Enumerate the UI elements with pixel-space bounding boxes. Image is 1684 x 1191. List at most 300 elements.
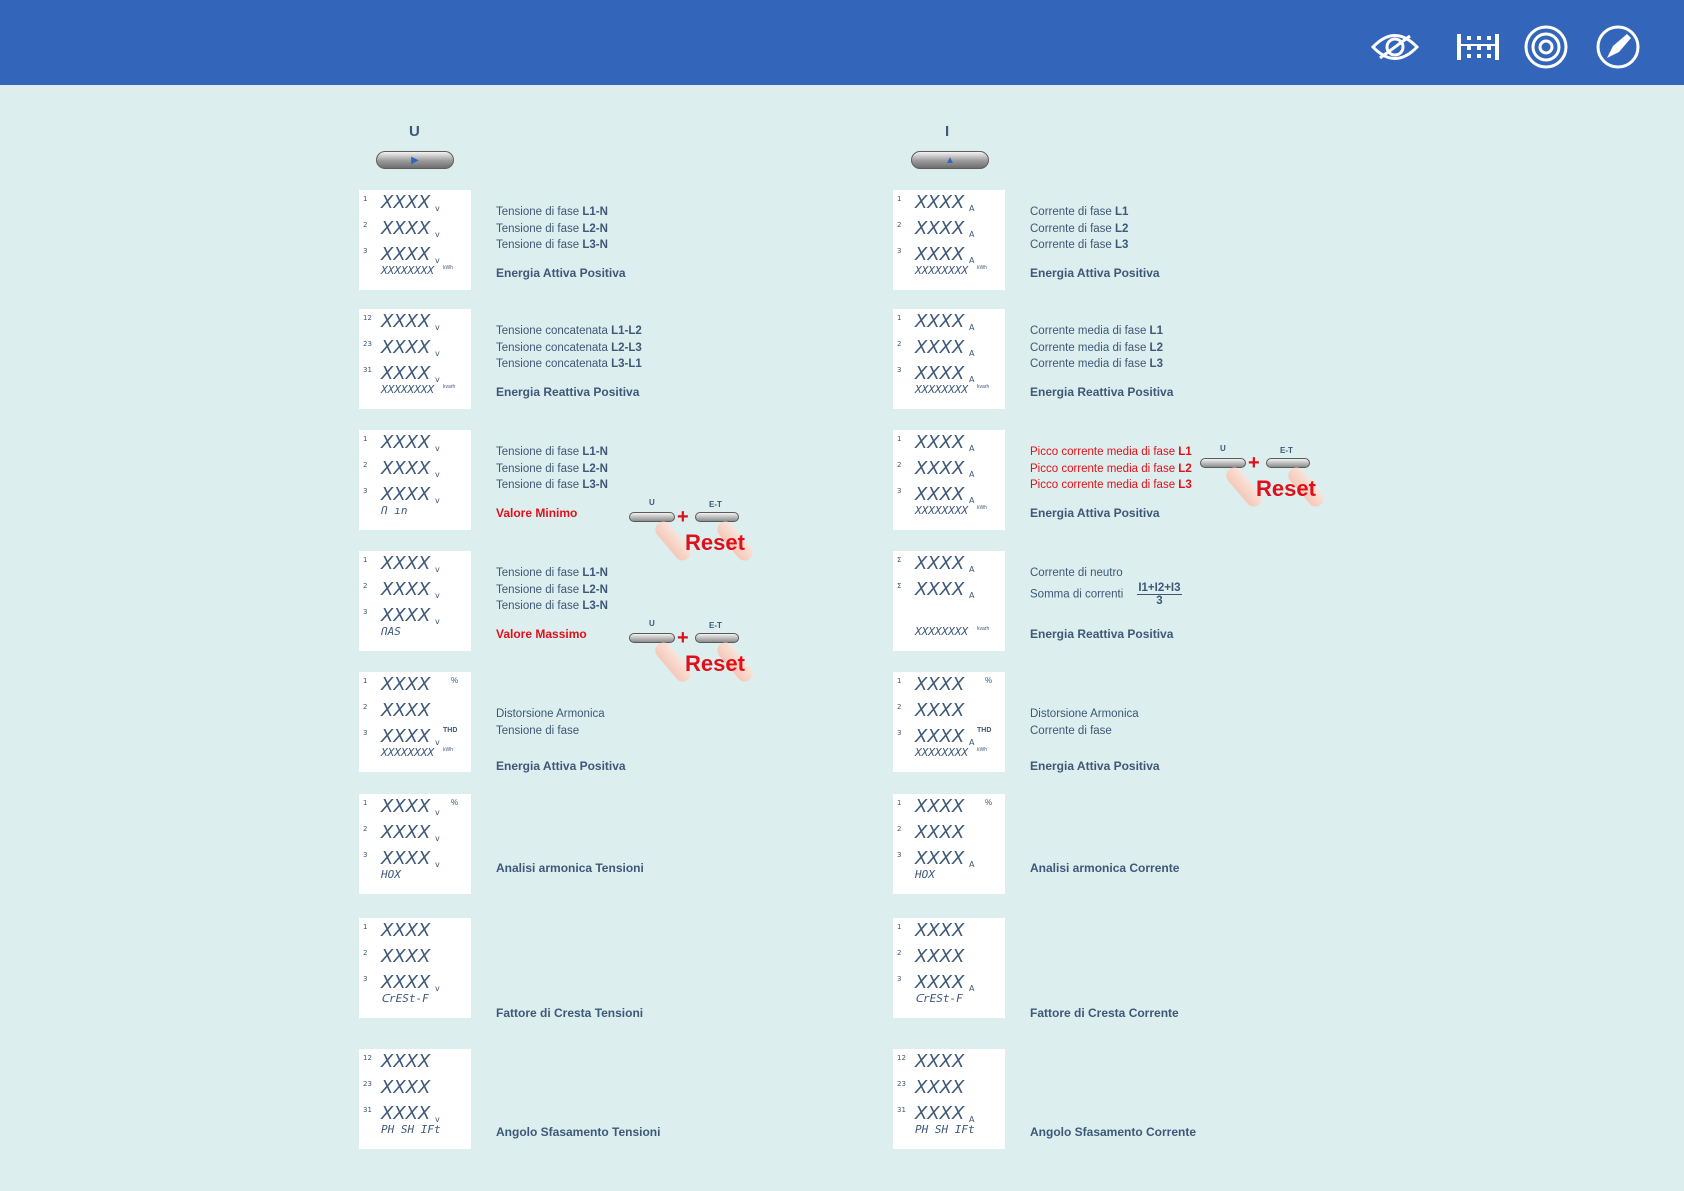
lcd-bottom-value: XXXXXXXX: [915, 504, 968, 517]
lcd-value: XXXX: [381, 1077, 431, 1098]
row-title: Fattore di Cresta Corrente: [1030, 1006, 1179, 1020]
lcd-unit: v: [435, 323, 440, 332]
description-bold: L1: [1149, 325, 1163, 337]
lcd-display: [893, 309, 1005, 409]
lcd-line-number: 3: [897, 729, 902, 737]
current-sum-fraction: [1137, 582, 1181, 607]
reset-key-u[interactable]: [629, 633, 675, 643]
lcd-unit: v: [435, 256, 440, 265]
lcd-value: XXXX: [915, 1051, 965, 1072]
lcd-unit: v: [435, 444, 440, 453]
lcd-line-number: Σ: [897, 582, 902, 590]
lcd-unit: A: [969, 738, 975, 747]
lcd-display: [359, 551, 471, 651]
description-bold: L2: [1115, 222, 1129, 235]
reset-key-u[interactable]: [629, 512, 675, 522]
lcd-unit: v: [435, 860, 440, 869]
description-bold: L1: [1178, 446, 1192, 458]
lcd-line-number: 3: [363, 247, 368, 255]
lcd-unit: v: [435, 349, 440, 358]
lcd-value: XXXX: [915, 700, 965, 721]
lcd-value: XXXX: [915, 674, 965, 695]
lcd-bottom-unit: kvarh: [977, 384, 990, 390]
lcd-line-number: 2: [897, 461, 902, 469]
lcd-unit: v: [435, 496, 440, 505]
reset-key-et-label: E-T: [709, 500, 722, 509]
voltage-key-label: U: [409, 123, 420, 140]
reset-key-u-label: U: [649, 498, 655, 507]
lcd-unit: A: [969, 204, 975, 213]
lcd-value: XXXX: [381, 822, 431, 843]
lcd-line-number: 31: [363, 1106, 372, 1114]
description-bold: L3-N: [582, 600, 608, 612]
description-line: [1030, 323, 1163, 340]
lcd-value: XXXX: [381, 848, 431, 869]
lcd-value: XXXX: [381, 1103, 431, 1124]
lcd-value: XXXX: [381, 192, 431, 213]
lcd-bottom-unit: kWh: [443, 265, 453, 271]
lcd-line-number: 12: [363, 1054, 372, 1062]
lcd-line-number: 1: [363, 677, 368, 685]
description-bold: L3: [1149, 358, 1163, 370]
lcd-unit: v: [435, 470, 440, 479]
lcd-bottom-value: XXXXXXXX: [381, 746, 434, 759]
lcd-line-number: 2: [897, 703, 902, 711]
reset-key-et-label: E-T: [1280, 446, 1293, 455]
description-text: Tensione di fase: [496, 222, 583, 235]
lcd-line-number: 3: [897, 975, 902, 983]
description-line: [496, 323, 642, 340]
lcd-bottom-value: XXXXXXXX: [381, 264, 434, 277]
lcd-unit: A: [969, 230, 975, 239]
description-line: [1030, 477, 1192, 494]
row-title: Energia Attiva Positiva: [496, 759, 626, 773]
description-text: Corrente media di fase: [1030, 358, 1150, 370]
description-bold: L3-N: [582, 239, 608, 251]
lcd-value: XXXX: [915, 972, 965, 993]
description-bold: L2-N: [582, 583, 608, 596]
lcd-unit: A: [969, 256, 975, 265]
lcd-unit: A: [969, 1115, 975, 1124]
description-line: [496, 221, 608, 238]
reset-key-et[interactable]: [1266, 458, 1310, 468]
row-title: Energia Attiva Positiva: [1030, 266, 1160, 280]
lcd-value: XXXX: [381, 458, 431, 479]
reset-label: Reset: [685, 651, 745, 676]
lcd-unit: v: [435, 230, 440, 239]
lcd-line-number: 1: [363, 556, 368, 564]
description-line: [1030, 356, 1163, 373]
description-text: Corrente media di fase: [1030, 341, 1150, 354]
lcd-bottom-value: XXXXXXXX: [915, 625, 968, 638]
row-title: Analisi armonica Corrente: [1030, 861, 1180, 875]
voltage-key-button[interactable]: [376, 151, 454, 169]
description-line: [1030, 582, 1182, 607]
lcd-unit: A: [969, 323, 975, 332]
lcd-bottom-unit: kvarh: [977, 626, 990, 632]
row-title: Valore Minimo: [496, 506, 578, 520]
lcd-bottom-value: XXXXXXXX: [381, 383, 434, 396]
lcd-unit: A: [969, 984, 975, 993]
lcd-display: [893, 672, 1005, 772]
lcd-unit: A: [969, 349, 975, 358]
lcd-line-number: 1: [897, 799, 902, 807]
description-text: Tensione concatenata: [496, 325, 612, 337]
lcd-unit: v: [435, 591, 440, 600]
lcd-bottom-value: HΟX: [915, 868, 935, 881]
description-text: Tensione di fase: [496, 583, 583, 596]
reset-key-u[interactable]: [1200, 458, 1246, 468]
description-line: [1030, 706, 1139, 723]
lcd-display: [359, 430, 471, 530]
lcd-value: XXXX: [915, 192, 965, 213]
description-bold: L1-L2: [611, 325, 642, 337]
lcd-unit: v: [435, 808, 440, 817]
lcd-value: XXXX: [915, 1103, 965, 1124]
lcd-value: XXXX: [381, 553, 431, 574]
lcd-value: XXXX: [381, 311, 431, 332]
pen-icon[interactable]: [1593, 22, 1643, 72]
description-lines: [1030, 565, 1182, 607]
lcd-value: XXXX: [915, 484, 965, 505]
measure-row: [893, 1049, 1593, 1149]
description-text: Tensione di fase: [496, 462, 583, 475]
lcd-line-number: 2: [897, 949, 902, 957]
lcd-value: XXXX: [915, 432, 965, 453]
lcd-line-number: 1: [897, 923, 902, 931]
description-bold: L1-N: [582, 567, 608, 579]
lcd-line-number: 2: [897, 221, 902, 229]
lcd-line-number: 1: [363, 195, 368, 203]
description-lines: [496, 565, 608, 615]
lcd-bottom-value: Ո ın: [381, 504, 408, 517]
description-text: Corrente di fase: [1030, 206, 1116, 218]
lcd-bottom-unit: kvarh: [443, 384, 456, 390]
lcd-value: XXXX: [915, 848, 965, 869]
description-text: Distorsione Armonica: [1030, 708, 1139, 720]
lcd-display: [359, 672, 471, 772]
lcd-bottom-unit: kWh: [443, 747, 453, 753]
description-bold: L3: [1115, 239, 1129, 251]
up-arrow-icon: ▲: [945, 154, 955, 166]
description-line: [1030, 237, 1128, 254]
lcd-line-number: 1: [363, 923, 368, 931]
lcd-value: XXXX: [915, 337, 965, 358]
description-text: Tensione di fase: [496, 479, 583, 491]
lcd-bottom-value: XXXXXXXX: [915, 383, 968, 396]
description-lines: [1030, 706, 1139, 739]
lcd-unit: v: [435, 984, 440, 993]
lcd-line-number: 12: [897, 1054, 906, 1062]
description-bold: L2-L3: [611, 341, 642, 354]
lcd-line-number: 2: [897, 340, 902, 348]
row-title: Valore Massimo: [496, 627, 587, 641]
description-line: [496, 340, 642, 357]
measure-row: [893, 672, 1593, 772]
description-line: [1030, 444, 1192, 461]
description-lines: [1030, 323, 1163, 373]
lcd-value: XXXX: [915, 920, 965, 941]
lcd-value: XXXX: [381, 674, 431, 695]
lcd-bottom-value: PH SH IFt: [915, 1123, 975, 1136]
description-line: [1030, 565, 1182, 582]
lcd-value: XXXX: [381, 605, 431, 626]
description-lines: [1030, 444, 1192, 494]
lcd-value: XXXX: [381, 244, 431, 265]
lcd-line-number: 1: [363, 799, 368, 807]
lcd-percent: %: [985, 798, 993, 807]
lcd-value: XXXX: [381, 579, 431, 600]
description-text: Tensione di fase: [496, 724, 580, 737]
lcd-value: XXXX: [381, 726, 431, 747]
current-key-label: I: [945, 123, 950, 140]
plus-icon: +: [677, 506, 689, 528]
lcd-percent: %: [985, 676, 993, 685]
lcd-line-number: 1: [897, 435, 902, 443]
lcd-line-number: 12: [363, 314, 372, 322]
lcd-value: XXXX: [381, 920, 431, 941]
description-lines: [1030, 204, 1128, 254]
description-bold: L3-L1: [611, 358, 642, 370]
lcd-percent: %: [451, 798, 459, 807]
lcd-value: XXXX: [915, 244, 965, 265]
measure-row: [893, 918, 1593, 1018]
play-icon: ▶: [411, 154, 419, 166]
lcd-bottom-unit: kWh: [977, 505, 987, 511]
description-text: Tensione concatenata: [496, 341, 612, 354]
description-bold: L1-N: [582, 446, 608, 458]
lcd-value: XXXX: [381, 972, 431, 993]
lcd-value: XXXX: [381, 1051, 431, 1072]
description-line: [496, 204, 608, 221]
description-line: [496, 565, 608, 582]
lcd-line-number: 1: [897, 314, 902, 322]
description-text: Tensione di fase: [496, 239, 583, 251]
lcd-unit: v: [435, 375, 440, 384]
row-title: Energia Attiva Positiva: [496, 266, 626, 280]
description-text: Tensione di fase: [496, 567, 583, 579]
description-text: Corrente di fase: [1030, 222, 1116, 235]
lcd-value: XXXX: [381, 484, 431, 505]
lcd-value: XXXX: [915, 458, 965, 479]
lcd-line-number: 2: [897, 825, 902, 833]
row-title: Energia Attiva Positiva: [1030, 506, 1160, 520]
description-text: Tensione di fase: [496, 206, 583, 218]
description-line: [496, 477, 608, 494]
lcd-bottom-value: HΟX: [381, 868, 401, 881]
lcd-unit: v: [435, 834, 440, 843]
description-line: [496, 444, 608, 461]
description-bold: L2-N: [582, 222, 608, 235]
description-text: Distorsione Armonica: [496, 708, 605, 720]
lcd-unit: A: [969, 375, 975, 384]
fraction-numerator: I1+I2+I3: [1138, 581, 1181, 594]
lcd-bottom-value: ՈΑS: [381, 625, 401, 638]
plus-icon: +: [1248, 452, 1260, 474]
description-text: Picco corrente media di fase: [1030, 462, 1179, 475]
description-text: Tensione di fase: [496, 600, 583, 612]
lcd-line-number: 1: [897, 195, 902, 203]
lcd-line-number: 3: [897, 851, 902, 859]
description-text: Tensione di fase: [496, 446, 583, 458]
lcd-display: [359, 918, 471, 1018]
lcd-bottom-value: ᑕrESt-F: [381, 992, 429, 1005]
lcd-value: XXXX: [381, 432, 431, 453]
row-title: Angolo Sfasamento Corrente: [1030, 1125, 1197, 1139]
lcd-line-number: 3: [363, 851, 368, 859]
lcd-unit: A: [969, 860, 975, 869]
lcd-unit: v: [435, 1115, 440, 1124]
lcd-line-number: 2: [363, 825, 368, 833]
description-bold: L1-N: [582, 206, 608, 218]
lcd-value: XXXX: [915, 822, 965, 843]
lcd-line-number: 31: [363, 366, 372, 374]
lcd-line-number: 2: [363, 461, 368, 469]
lcd-value: XXXX: [915, 363, 965, 384]
description-text: Corrente di fase: [1030, 239, 1116, 251]
lcd-unit: A: [969, 496, 975, 505]
lcd-line-number: 2: [363, 703, 368, 711]
lcd-unit: A: [969, 444, 975, 453]
description-lines: [496, 204, 608, 254]
measure-row: [893, 309, 1593, 409]
lcd-bottom-unit: kWh: [977, 747, 987, 753]
description-line: [496, 723, 605, 740]
lcd-line-number: 3: [897, 487, 902, 495]
lcd-value: XXXX: [915, 311, 965, 332]
lcd-value: XXXX: [915, 218, 965, 239]
reset-key-et[interactable]: [695, 633, 739, 643]
lcd-percent: %: [451, 676, 459, 685]
lcd-display: [893, 794, 1005, 894]
lcd-unit: A: [969, 470, 975, 479]
description-lines: [496, 706, 605, 739]
lcd-display: [893, 430, 1005, 530]
lcd-bottom-unit: kWh: [977, 265, 987, 271]
description-line: [1030, 461, 1192, 478]
lcd-bottom-value: PH SH IFt: [381, 1123, 441, 1136]
lcd-display: [893, 551, 1005, 651]
lcd-thd: THD: [977, 727, 992, 734]
description-line: [1030, 723, 1139, 740]
description-line: [496, 598, 608, 615]
lcd-display: [893, 1049, 1005, 1149]
lcd-line-number: 2: [363, 221, 368, 229]
lcd-value: XXXX: [381, 700, 431, 721]
row-title: Energia Reattiva Positiva: [1030, 627, 1174, 641]
description-bold: L1: [1115, 206, 1129, 218]
description-text: Somma di correnti: [1030, 588, 1124, 601]
reset-key-et-label: E-T: [709, 621, 722, 630]
reset-key-et[interactable]: [695, 512, 739, 522]
lcd-value: XXXX: [915, 946, 965, 967]
description-line: [496, 356, 642, 373]
lcd-line-number: 23: [897, 1080, 906, 1088]
lcd-thd: THD: [443, 727, 458, 734]
measure-row: [893, 190, 1593, 290]
row-title: Angolo Sfasamento Tensioni: [496, 1125, 661, 1139]
lcd-unit: v: [435, 565, 440, 574]
lcd-line-number: 1: [897, 677, 902, 685]
row-title: Energia Reattiva Positiva: [496, 385, 640, 399]
lcd-display: [359, 190, 471, 290]
lcd-value: XXXX: [915, 553, 965, 574]
description-line: [496, 461, 608, 478]
description-bold: L2-N: [582, 462, 608, 475]
fraction-denominator: 3: [1156, 594, 1163, 607]
current-key-button[interactable]: [911, 151, 989, 169]
lcd-display: [359, 309, 471, 409]
description-text: Picco corrente media di fase: [1030, 446, 1179, 458]
row-title: Analisi armonica Tensioni: [496, 861, 644, 875]
lcd-line-number: 3: [363, 729, 368, 737]
lcd-display: [893, 190, 1005, 290]
reset-key-u-label: U: [649, 619, 655, 628]
lcd-line-number: 1: [363, 435, 368, 443]
description-bold: L3-N: [582, 479, 608, 491]
description-text: Corrente media di fase: [1030, 325, 1150, 337]
lcd-line-number: 23: [363, 1080, 372, 1088]
description-line: [1030, 221, 1128, 238]
lcd-display: [359, 794, 471, 894]
lcd-line-number: 31: [897, 1106, 906, 1114]
description-text: Corrente di neutro: [1030, 567, 1123, 579]
description-text: Tensione concatenata: [496, 358, 612, 370]
lcd-value: XXXX: [381, 218, 431, 239]
lcd-value: XXXX: [915, 726, 965, 747]
description-line: [496, 582, 608, 599]
lcd-value: XXXX: [381, 337, 431, 358]
lcd-bottom-value: XXXXXXXX: [915, 264, 968, 277]
description-text: Picco corrente media di fase: [1030, 479, 1179, 491]
lcd-display: [893, 918, 1005, 1018]
lcd-unit: v: [435, 617, 440, 626]
description-line: [1030, 204, 1128, 221]
row-title: Energia Attiva Positiva: [1030, 759, 1160, 773]
plus-icon: +: [677, 627, 689, 649]
description-lines: [496, 323, 642, 373]
lcd-line-number: 3: [897, 247, 902, 255]
lcd-value: XXXX: [381, 796, 431, 817]
description-bold: L2: [1149, 341, 1163, 354]
description-lines: [496, 444, 608, 494]
row-title: Fattore di Cresta Tensioni: [496, 1006, 644, 1020]
lcd-value: XXXX: [381, 363, 431, 384]
lcd-unit: A: [969, 565, 975, 574]
description-bold: L2: [1178, 462, 1192, 475]
description-line: [1030, 340, 1163, 357]
lcd-line-number: Σ: [897, 556, 902, 564]
measure-row: [893, 794, 1593, 894]
lcd-unit: v: [435, 204, 440, 213]
lcd-line-number: 3: [897, 366, 902, 374]
reset-label: Reset: [1256, 476, 1316, 501]
measure-row: [893, 430, 1593, 530]
lcd-line-number: 2: [363, 582, 368, 590]
lcd-line-number: 3: [363, 608, 368, 616]
lcd-unit: v: [435, 738, 440, 747]
description-line: [496, 237, 608, 254]
lcd-line-number: 3: [363, 975, 368, 983]
lcd-value: XXXX: [915, 796, 965, 817]
current-column: [893, 0, 1593, 1191]
lcd-bottom-value: XXXXXXXX: [915, 746, 968, 759]
reset-combo: [1198, 444, 1328, 514]
lcd-line-number: 23: [363, 340, 372, 348]
description-bold: L3: [1178, 479, 1192, 491]
lcd-unit: A: [969, 591, 975, 600]
lcd-value: XXXX: [381, 946, 431, 967]
